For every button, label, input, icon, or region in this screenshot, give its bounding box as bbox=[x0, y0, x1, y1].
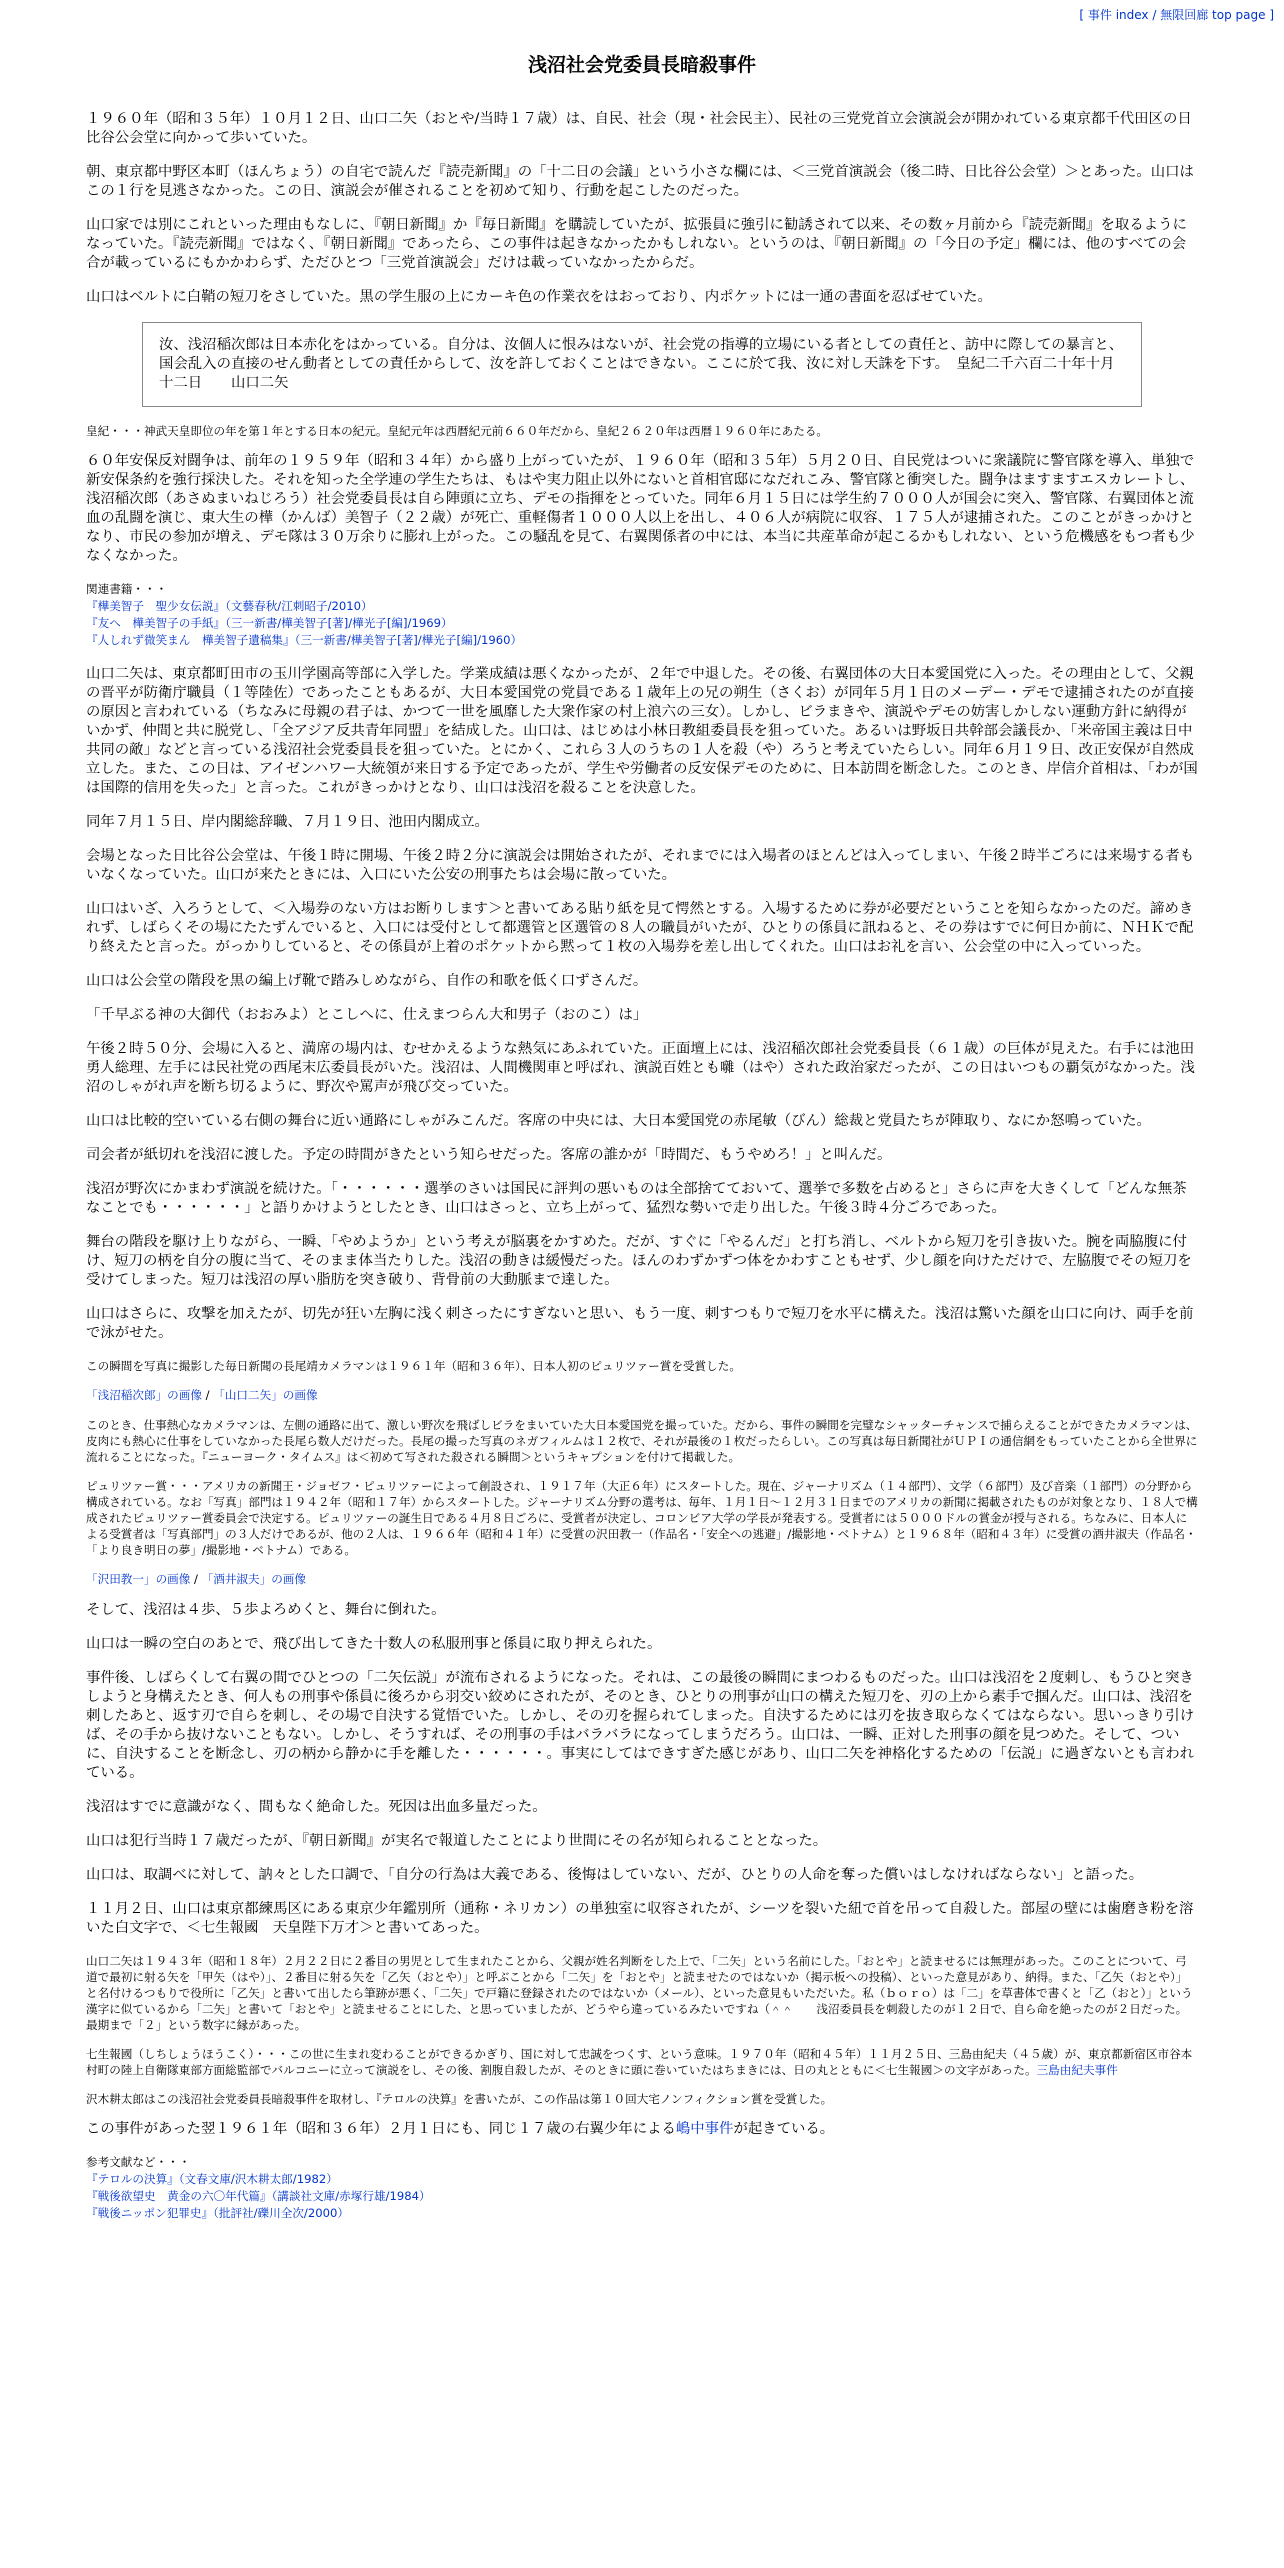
paragraph-9: 山口はいざ、入ろうとして、＜入場券のない方はお断りします＞と書いてある貼り紙を見て愕然とする。入場するために券が必要だということを知らなかったのだ。諦めきれず、しばらくその場にたたずんでいると、入口には受付として都選管と区選管の８人の職員がいたが、ひとりの係員に訊ねると、その券はすでに何日か前に、ＮＨＫで配り終えたと言った。がっかりしていると、その係員が上着のポケットから黙って１枚の入場券を差し出してくれた。山口はお礼を言い、公会堂の中に入っていった。 bbox=[86, 901, 1194, 955]
paragraph-waka: 「千早ぶる神の大御代（おおみよ）とこしへに、仕えまつらん大和男子（おのこ）は」 bbox=[86, 1007, 648, 1023]
references bbox=[86, 2154, 1198, 2222]
paragraph-15: 浅沼が野次にかまわず演説を続けた。「・・・・・・選挙のさいは国民に評判の悪いものは全部捨てておいて、選挙で多数を占めると」さらに声を大きくして「どんな無茶なことでも・・・・・・」と語りかけようとしたとき、山口はさっと、立ち上がって、猛烈な勢いで走り出した。午後３時４分ごろであった。 bbox=[86, 1181, 1187, 1216]
paragraph-6: 山口二矢は、東京都町田市の玉川学園高等部に入学した。学業成績は悪くなかったが、２年で中退した。その後、右翼団体の大日本愛国党に入った。その理由として、父親の晋平が防衛庁職員（１等陸佐）であったこともあるが、大日本愛国党の党員である１歳年上の兄の朔生（さくお）が同年５月１日のメーデー・デモで逮捕されたのが直接の原因と言われている（ちなみに母親の君子は、かつて一世を風靡した大衆作家の村上浪六の三女）。しかし、ビラまきや、演説やデモの妨害しかしない運動方針に納得がいかず、仲間と共に脱党し、「全アジア反共青年同盟」を結成した。山口は、はじめは小林日教組委員長を狙っていた。あるいは野坂日共幹部会議長か、「米帝国主義は日中共同の敵」などと言っている浅沼社会党委員長を狙っていた。とにかく、これら３人のうちの１人を殺（や）ろうと考えていたらしい。同年６月１９日、改正安保が自然成立した。また、この日は、アイゼンハワー大統領が来日する予定であったが、学生や労働者の反安保デモのために、日本訪問を断念した。このとき、岸信介首相は、「わが国は国際的信用を失った」と言った。これがきっかけとなり、山口は浅沼を殺ることを決意した。 bbox=[86, 666, 1198, 796]
yamaguchi-image-link[interactable]: 「山口二矢」の画像 bbox=[213, 1388, 318, 1402]
related-book-link[interactable]: 『友へ 樺美智子の手紙』（三一新書/樺美智子[著]/樺光子[編]/1969） bbox=[86, 616, 453, 630]
zankanjo-quote-box: 汝、浅沼稲次郎は日本赤化をはかっている。自分は、汝個人に恨みはないが、社会党の指導的立場にいる者としての責任と、訪中に際しての暴言と、国会乱入の直接のせん動者としての責任からして、汝を許しておくことはできない。ここに於て我、汝に対し天誅を下す。 皇紀二千六百二十年十月十二日 山口二矢 bbox=[142, 322, 1142, 407]
paragraph-4: 山口はベルトに白鞘の短刀をさしていた。黒の学生服の上にカーキ色の作業衣をはおっており、内ポケットには一通の書面を忍ばせていた。 bbox=[86, 289, 992, 305]
top-navigation bbox=[1079, 6, 1274, 23]
mishima-incident-link[interactable]: 三島由紀夫事件 bbox=[1036, 2063, 1118, 2077]
paragraph-7: 同年７月１５日、岸内閣総辞職、７月１９日、池田内閣成立。 bbox=[86, 814, 489, 830]
paragraph-17: 山口はさらに、攻撃を加えたが、切先が狂い左胸に浅く刺さったにすぎないと思い、もう一度、刺すつもりで短刀を水平に構えた。浅沼は驚いた顔を山口に向け、両手を前で泳がせた。 bbox=[86, 1306, 1194, 1341]
note-name: 山口二矢は１９４３年（昭和１８年）２月２２日に２番目の男児として生まれたことから、父親が姓名判断をした上で、「二矢」という名前にした。「おとや」と読ませるには無理があった。このことについて、弓道で最初に射る矢を「甲矢（はや）」、２番目に射る矢を「乙矢（おとや）」と呼ぶことから「二矢」を「おとや」と読ませたのではないか（掲示板への投稿）、といった意見があり、納得。また、「乙矢（おとや）」と名付けるつもりで役所に「乙矢」と書いて出したら筆跡が悪く、「二矢」で戸籍に登録されたのではないか（メール）、といった意見もいただいた。私（ｂｏｒｏ）は「二」を草書体で書くと「乙（おと）」という漢字に似ているから「二矢」と書いて「おとや」と読ませることにした、と思っていましたが、どうやら違っているみたいですね（＾＾ 浅沼委員長を刺殺したのが１２日で、自ら命を絶ったのが２日だった。最期まで「２」という数字に縁があった。 bbox=[86, 1954, 1193, 2032]
image-links-2 bbox=[86, 1571, 1198, 1587]
paragraph-anpo: ６０年安保反対闘争は、前年の１９５９年（昭和３４年）から盛り上がっていたが、１９６０年（昭和３５年）５月２０日、自民党はついに衆議院に警官隊を導入、単独で新安保条約を強行採決した。それを知った全学連の学生たちは、もはや実力阻止以外にないと首相官邸になだれこみ、警官隊と衝突した。闘争はますますエスカレートし、浅沼稲次郎（あさぬまいねじろう）社会党委員長は自ら陣頭に立ち、デモの指揮をとっていた。同年６月１５日には学生約７０００人が国会に突入、警官隊、右翼団体と流血の乱闘を演じ、東大生の樺（かんば）美智子（２２歳）が死亡、重軽傷者１０００人以上を出し、４０６人が病院に収容、１７５人が逮捕された。このことがきっかけとなり、市民の参加が増え、デモ隊は３０万余りに膨れ上がった。この騒乱を見て、右翼関係者の中には、本当に共産革命が起こるかもしれない、という危機感をもつ者も少なくなかった。 bbox=[86, 453, 1195, 564]
sakai-image-link[interactable]: 「酒井淑夫」の画像 bbox=[201, 1572, 306, 1586]
link-separator: / bbox=[201, 1388, 214, 1402]
nav-separator: / bbox=[1148, 8, 1161, 22]
paragraph-16: 舞台の階段を駆け上りながら、一瞬、「やめようか」という考えが脳裏をかすめた。だが、すぐに「やるんだ」と打ち消し、ベルトから短刀を引き抜いた。腕を両脇腹に付け、短刀の柄を自分の腹に当て、そのまま体当たりした。浅沼の動きは緩慢だった。ほんのわずかずつ体をかわすこともせず、少し顔を向けただけで、左脇腹でその短刀を受けてしまった。短刀は浅沼の厚い脂肪を突き破り、背骨前の大動脈まで達した。 bbox=[86, 1234, 1192, 1288]
paragraph-23: 山口は、取調べに対して、訥々とした口調で、「自分の行為は大義である、後悔はしていない、だが、ひとりの人命を奪った償いはしなければならない」と語った。 bbox=[86, 1867, 1144, 1883]
note-camera: このとき、仕事熱心なカメラマンは、左側の通路に出て、激しい野次を飛ばしビラをまいていた大日本愛国党を撮っていた。だから、事件の瞬間を完璧なシャッターチャンスで捕らえることができたカメラマンは、皮肉にも熱心に仕事をしていなかった長尾ら数人だけだった。長尾の撮った写真のネガフィルムは１２枚で、それが最後の１枚だったらしい。この写真は毎日新聞社がＵＰＩの通信網をもっていたことから全世界に流れることになった。『ニューヨーク・タイムス』は＜初めて写された殺される瞬間＞というキャプションを付けて掲載した。 bbox=[86, 1418, 1198, 1464]
paragraph-13: 山口は比較的空いている右側の舞台に近い通路にしゃがみこんだ。客席の中央には、大日本愛国党の赤尾敏（びん）総裁と党員たちが陣取り、なにか怒鳴っていた。 bbox=[86, 1113, 1151, 1129]
paragraph-19: 山口は一瞬の空白のあとで、飛び出してきた十数人の私服刑事と係員に取り押えられた。 bbox=[86, 1636, 662, 1652]
nav-bracket-open: [ bbox=[1079, 8, 1085, 22]
paragraph-21: 浅沼はすでに意識がなく、間もなく絶命した。死因は出血多量だった。 bbox=[86, 1799, 547, 1815]
asanuma-image-link[interactable]: 「浅沼稲次郎」の画像 bbox=[86, 1388, 202, 1402]
paragraph-20: 事件後、しばらくして右翼の間でひとつの「二矢伝説」が流布されるようになった。それは、この最後の瞬間にまつわるものだった。山口は浅沼を２度刺し、もうひと突きしようと身構えたとき、何人もの刑事や係員に後ろから羽交い絞めにされたが、そのとき、ひとりの刑事が山口の構えた短刀を、刃の上から素手で掴んだ。山口は、浅沼を刺したあと、返す刃で自らを刺し、その場で自決する覚悟でいた。しかし、その刃を握られてしまった。自決するためには刃を抜き取らなくてはならない。思いっきり引けば、その手から抜けないこともない。しかし、そうすれば、その刑事の手はバラバラになってしまうだろう。山口は、一瞬、正対した刑事の顔を見つめた。そして、ついに、自決することを断念し、刃の柄から静かに手を離した・・・・・・。事実にしてはできすぎた感じがあり、山口二矢を神格化するための「伝説」に過ぎないとも言われている。 bbox=[86, 1670, 1195, 1781]
paragraph-18: そして、浅沼は４歩、５歩よろめくと、舞台に倒れた。 bbox=[86, 1602, 446, 1618]
case-index-link[interactable]: 事件 index bbox=[1087, 8, 1149, 22]
related-book-link[interactable]: 『人しれず微笑まん 樺美智子遺稿集』（三一新書/樺美智子[著]/樺光子[編]/1960） bbox=[86, 633, 523, 647]
paragraph-8: 会場となった日比谷公会堂は、午後１時に開場、午後２時２分に演説会は開始されたが、それまでには入場者のほとんどは入ってしまい、午後２時半ごろには来場する者もいなくなっていた。山口が来たときには、入口にいた公安の刑事たちは会場に散っていた。 bbox=[86, 848, 1195, 883]
note-shichisho bbox=[86, 2046, 1198, 2078]
paragraph-shimanaka-text: この事件があった翌１９６１年（昭和３６年）２月１日にも、同じ１７歳の右翼少年による bbox=[86, 2121, 676, 2137]
paragraph-12: 午後２時５０分、会場に入ると、満席の場内は、むせかえるような熱気にあふれていた。正面壇上には、浅沼稲次郎社会党委員長（６１歳）の巨体が見えた。右手には池田勇人総理、左手には民社党の西尾末広委員長がいた。浅沼は、人間機関車と呼ばれ、演説百姓とも囃（はや）された政治家だったが、この日はいつもの覇気がなかった。浅沼のしゃがれ声を断ち切るように、野次や罵声が飛び交っていた。 bbox=[86, 1041, 1195, 1095]
top-page-link[interactable]: 無限回廊 top page bbox=[1160, 8, 1266, 22]
paragraph-shimanaka-tail: が起きている。 bbox=[733, 2121, 835, 2137]
shimanaka-incident-link[interactable]: 嶋中事件 bbox=[675, 2121, 734, 2137]
paragraph-2: 朝、東京都中野区本町（ほんちょう）の自宅で読んだ『読売新聞』の「十二日の会議」という小さな欄には、＜三党首演説会（後二時、日比谷公会堂）＞とあった。山口はこの１行を見逃さなかった。この日、演説会が催されることを初めて知り、行動を起こしたのだった。 bbox=[86, 164, 1194, 199]
related-books-label: 関連書籍・・・ bbox=[86, 582, 168, 596]
nav-bracket-close: ] bbox=[1269, 8, 1274, 22]
reference-link[interactable]: 『戦後ニッポン犯罪史』（批評社/礫川全次/2000） bbox=[86, 2206, 349, 2220]
paragraph-3: 山口家では別にこれといった理由もなしに、『朝日新聞』か『毎日新聞』を購読していたが、拡張員に強引に勧誘されて以来、その数ヶ月前から『読売新聞』を取るようになっていた。『読売新聞』ではなく、『朝日新聞』であったら、この事件は起きなかったかもしれない。というのは、『朝日新聞』の「今日の予定」欄には、他のすべての会合が載っているにもかかわらず、ただひとつ「三党首演説会」だけは載っていなかったからだ。 bbox=[86, 217, 1187, 271]
note-shichisho-text: 七生報國（しちしょうほうこく）・・・この世に生まれ変わることができるかぎり、国に対して忠誠をつくす、という意味。１９７０年（昭和４５年）１１月２５日、三島由紀夫（４５歳）が、東京都新宿区市谷本村町の陸上自衛隊東部方面総監部でバルコニーに立って演説をし、その後、割腹自殺したが、そのときに頭に巻いていたはちまきには、日の丸とともに＜七生報國＞の文字があった。 bbox=[86, 2047, 1193, 2077]
note-pulitzer: ピュリツァー賞・・・アメリカの新聞王・ジョゼフ・ピュリツァーによって創設され、１９１７年（大正６年）にスタートした。現在、ジャーナリズム（１４部門）、文学（６部門）及び音楽（１部門）の分野から構成されている。なお「写真」部門は１９４２年（昭和１７年）からスタートした。ジャーナリズム分野の選考は、毎年、１月１日～１２月３１日までのアメリカの新聞に掲載されたものが対象となり、１８人で構成されたピュリツァー賞委員会で決定する。ピュリツァーの誕生日である４月８日ごろに、受賞者が決定し、コロンビア大学の学長が発表する。受賞者には５０００ドルの賞金が授与される。ちなみに、日本人による受賞者は「写真部門」の３人だけであるが、他の２人は、１９６６年（昭和４１年）に受賞の沢田教一（作品名・「安全への逃避」/撮影地・ベトナム）と１９６８年（昭和４３年）に受賞の酒井淑夫（作品名・「より良き明日の夢」/撮影地・ベトナム）である。 bbox=[86, 1479, 1198, 1557]
reference-link[interactable]: 『戦後欲望史 黄金の六〇年代篇』（講談社文庫/赤塚行雄/1984） bbox=[86, 2189, 431, 2203]
paragraph-24: １１月２日、山口は東京都練馬区にある東京少年鑑別所（通称・ネリカン）の単独室に収容されたが、シーツを裂いた紐で首を吊って自殺した。部屋の壁には歯磨き粉を溶いた白文字で、＜七生報國 天皇陛下万才＞と書いてあった。 bbox=[86, 1901, 1194, 1936]
references-label: 参考文献など・・・ bbox=[86, 2155, 191, 2169]
reference-link[interactable]: 『テロルの決算』（文春文庫/沢木耕太郎/1982） bbox=[86, 2172, 338, 2186]
related-book-link[interactable]: 『樺美智子 聖少女伝説』（文藝春秋/江刺昭子/2010） bbox=[86, 599, 373, 613]
note-photo: この瞬間を写真に撮影した毎日新聞の長尾靖カメラマンは１９６１年（昭和３６年）、日本人初のピュリツァー賞を受賞した。 bbox=[86, 1359, 741, 1373]
paragraph-14: 司会者が紙切れを浅沼に渡した。予定の時間がきたという知らせだった。客席の誰かが「時間だ、もうやめろ！」と叫んだ。 bbox=[86, 1147, 892, 1163]
paragraph-shimanaka bbox=[86, 2120, 1198, 2139]
image-links-1 bbox=[86, 1387, 1198, 1403]
note-sawaki: 沢木耕太郎はこの浅沼社会党委員長暗殺事件を取材し、『テロルの決算』を書いたが、この作品は第１０回大宅ノンフィクション賞を受賞した。 bbox=[86, 2092, 833, 2106]
link-separator: / bbox=[190, 1572, 202, 1586]
paragraph-22: 山口は犯行当時１７歳だったが、『朝日新聞』が実名で報道したことにより世間にその名が知られることとなった。 bbox=[86, 1833, 828, 1849]
sawada-image-link[interactable]: 「沢田教一」の画像 bbox=[86, 1572, 191, 1586]
paragraph-1: １９６０年（昭和３５年）１０月１２日、山口二矢（おとや/当時１７歳）は、自民、社会（現・社会民主）、民社の三党党首立会演説会が開かれている東京都千代田区の日比谷公会堂に向かって歩いていた。 bbox=[86, 111, 1192, 146]
note-koki: 皇紀・・・神武天皇即位の年を第１年とする日本の紀元。皇紀元年は西暦紀元前６６０年だから、皇紀２６２０年は西暦１９６０年にあたる。 bbox=[86, 424, 829, 438]
page-title: 浅沼社会党委員長暗殺事件 bbox=[527, 54, 756, 76]
related-books bbox=[86, 581, 1198, 649]
paragraph-10: 山口は公会堂の階段を黒の編上げ靴で踏みしめながら、自作の和歌を低く口ずさんだ。 bbox=[86, 973, 648, 989]
